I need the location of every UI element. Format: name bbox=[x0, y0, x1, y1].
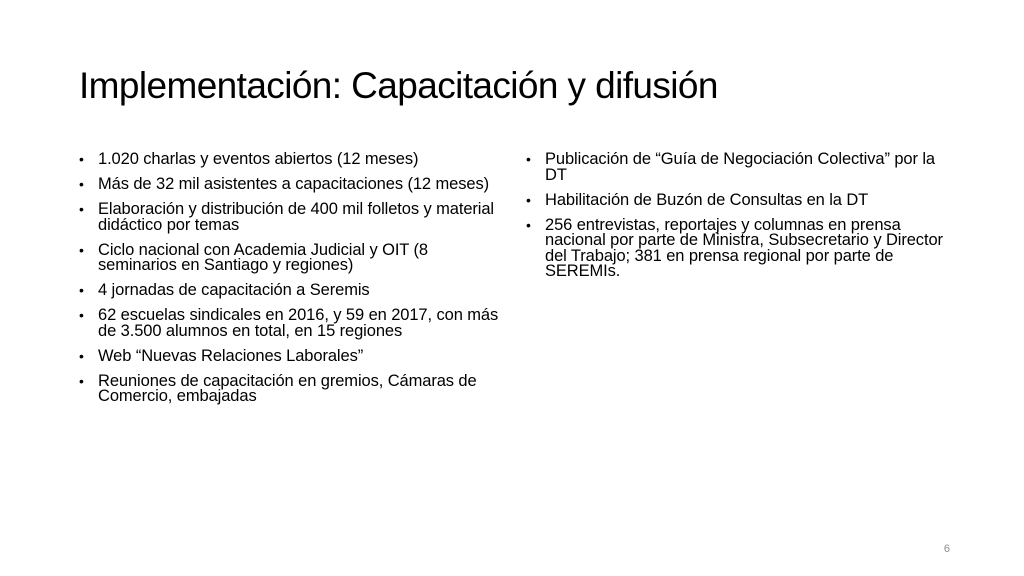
bullet-item bbox=[526, 215, 946, 280]
left-bullet-list bbox=[79, 152, 499, 414]
bullet-item bbox=[79, 202, 499, 233]
bullet-icon: • bbox=[79, 307, 84, 323]
bullet-item bbox=[79, 240, 499, 274]
bullet-item bbox=[79, 308, 499, 339]
bullet-icon: • bbox=[79, 176, 84, 192]
bullet-icon: • bbox=[79, 347, 84, 364]
bullet-icon: • bbox=[79, 282, 84, 298]
bullet-icon: • bbox=[526, 216, 531, 233]
bullet-text: Elaboración y distribución de 400 mil folletos y material didáctico por temas bbox=[98, 200, 494, 234]
bullet-text: Ciclo nacional con Academia Judicial y OIT (8 seminarios en Santiago y regiones) bbox=[98, 240, 428, 274]
bullet-text: 62 escuelas sindicales en 2016, y 59 en 2017, con más de 3.500 alumnos en total, en 15 regiones bbox=[98, 306, 499, 340]
bullet-text: 256 entrevistas, reportajes y columnas en prensa nacional por parte de Ministra, Subsecretario y Director del Trabajo; 381 en prensa regional por parte de SEREMIs. bbox=[545, 215, 943, 280]
bullet-text: Reuniones de capacitación en gremios, Cámaras de Comercio, embajadas bbox=[98, 371, 477, 405]
bullet-icon: • bbox=[79, 372, 84, 389]
bullet-text: 1.020 charlas y eventos abiertos (12 meses) bbox=[98, 150, 419, 168]
bullet-item bbox=[79, 371, 499, 405]
page-number: 6 bbox=[943, 543, 950, 555]
bullet-text: 4 jornadas de capacitación a Seremis bbox=[98, 281, 370, 299]
bullet-text: Habilitación de Buzón de Consultas en la DT bbox=[545, 190, 869, 209]
bullet-icon: • bbox=[526, 191, 531, 208]
bullet-item bbox=[79, 346, 499, 365]
bullet-item bbox=[79, 152, 499, 168]
bullet-icon: • bbox=[79, 241, 84, 258]
slide-title: Implementación: Capacitación y difusión bbox=[79, 65, 718, 106]
bullet-item bbox=[79, 283, 499, 299]
right-bullet-list bbox=[526, 152, 946, 289]
bullet-item bbox=[79, 177, 499, 193]
bullet-icon: • bbox=[79, 201, 84, 217]
bullet-icon: • bbox=[79, 151, 84, 167]
bullet-item bbox=[526, 152, 946, 183]
bullet-text: Publicación de “Guía de Negociación Colectiva” por la DT bbox=[545, 150, 935, 184]
bullet-icon: • bbox=[526, 151, 531, 167]
bullet-text: Web “Nuevas Relaciones Laborales” bbox=[98, 346, 364, 365]
bullet-item bbox=[526, 190, 946, 209]
bullet-text: Más de 32 mil asistentes a capacitaciones (12 meses) bbox=[98, 175, 489, 193]
